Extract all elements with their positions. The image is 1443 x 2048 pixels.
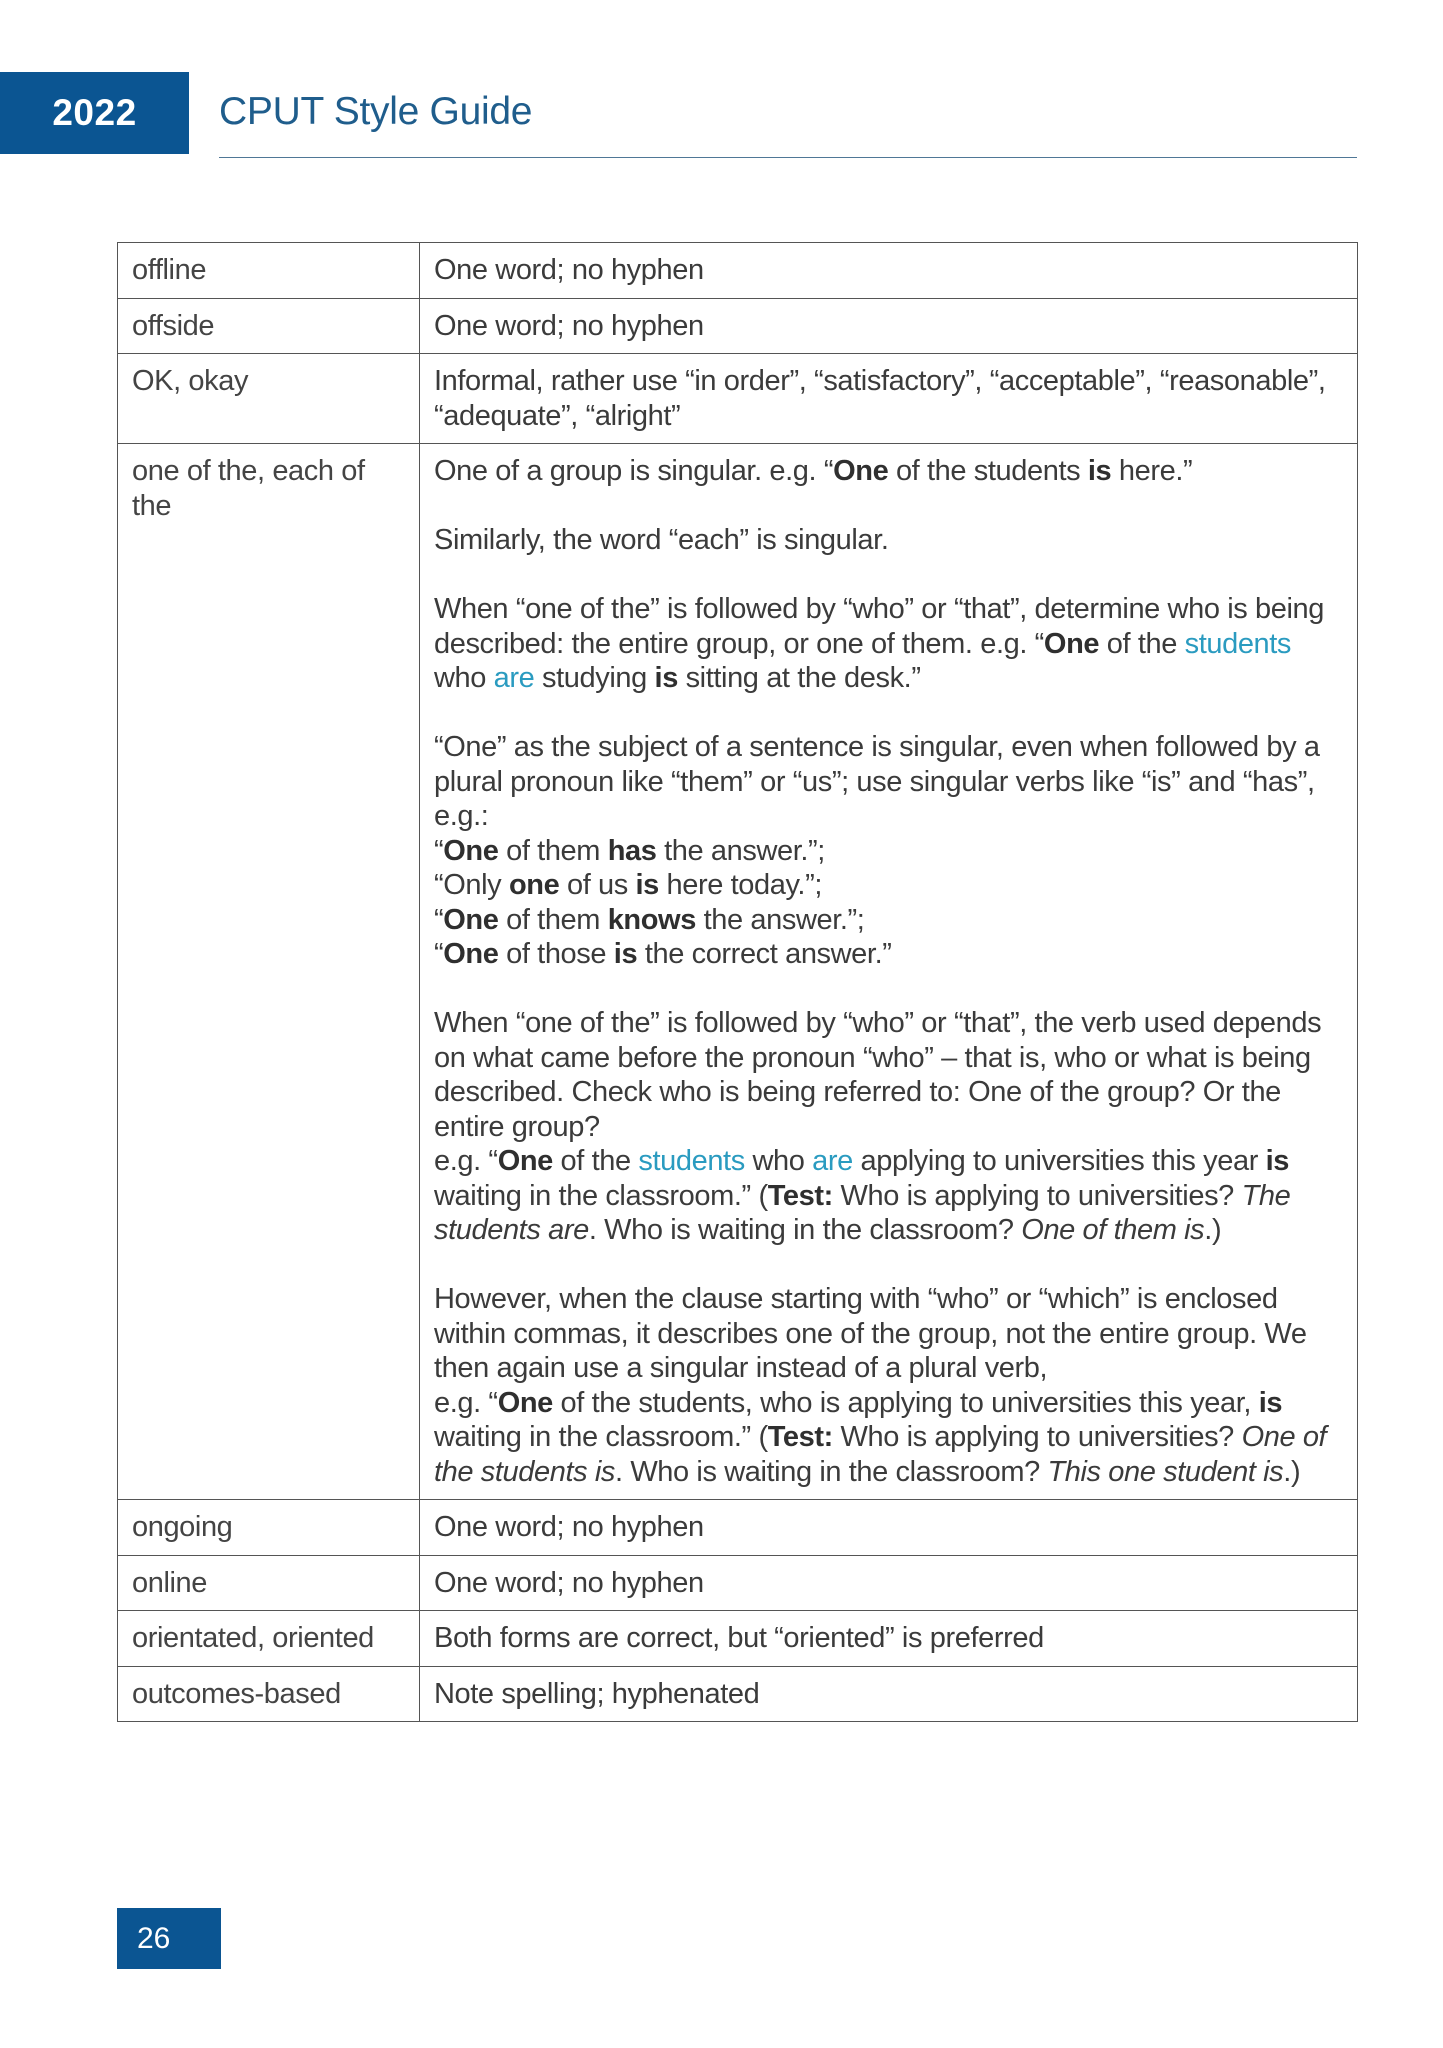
definition-paragraph: When “one of the” is followed by “who” or “that”, the verb used depends on what came before the pronoun “who” – that is, who or what is being described. Check who is being referred to: One of the group? Or the entire group? e.g. “One of the students who are applying to universities this year is waiting in the classroom.” (Test: Who is applying to universities? The students are. Who is waiting in the classroom? One of them is.)	[434, 1007, 1322, 1246]
term-cell: one of the, each of the	[118, 444, 420, 1500]
term-cell: outcomes-based	[118, 1666, 420, 1722]
page-number: 26	[137, 1922, 171, 1955]
table-row	[118, 1611, 1358, 1667]
definition-paragraph: However, when the clause starting with “who” or “which” is enclosed within commas, it describes one of the group, not the entire group. We then again use a singular instead of a plural verb, e.g. “One of the students, who is applying to universities this year, is waiting in the classroom.” (Test: Who is applying to universities? One of the students is. Who is waiting in the classroom? This one student is.)	[434, 1283, 1327, 1488]
table-row	[118, 354, 1358, 444]
definition-cell: One word; no hyphen	[420, 1500, 1358, 1556]
table-row	[118, 298, 1358, 354]
highlighted-word: students	[638, 1145, 745, 1177]
definition-cell: One word; no hyphen	[420, 298, 1358, 354]
table-row	[118, 444, 1358, 1500]
table-row	[118, 1555, 1358, 1611]
term-cell: ongoing	[118, 1500, 420, 1556]
definition-paragraph: Similarly, the word “each” is singular.	[434, 524, 889, 556]
highlighted-word: students	[1184, 627, 1292, 660]
year-badge	[0, 72, 189, 154]
header-divider	[219, 157, 1357, 158]
definition-cell	[420, 444, 1358, 1500]
definition-paragraph: “One” as the subject of a sentence is singular, even when followed by a plural pronoun like “them” or “us”; use singular verbs like “is” and “has”, e.g.: “One of them has the answer.”; “Only one of us is here today.”; “One of them knows the answer.”; “One of those is the correct answer.”	[434, 731, 1320, 970]
definition-cell: One word; no hyphen	[420, 243, 1358, 299]
table-row	[118, 1666, 1358, 1722]
term-cell: online	[118, 1555, 420, 1611]
page-number-badge	[117, 1908, 221, 1969]
definition-cell: One word; no hyphen	[420, 1555, 1358, 1611]
table-row	[118, 1500, 1358, 1556]
term-cell: offside	[118, 298, 420, 354]
term-cell: OK, okay	[118, 354, 420, 444]
definition-paragraph: One of a group is singular. e.g. “One of the students is here.”	[434, 455, 1193, 487]
definition-cell: Informal, rather use “in order”, “satisfactory”, “acceptable”, “reasonable”, “adequate”, “alright”	[420, 354, 1358, 444]
definition-cell: Both forms are correct, but “oriented” is preferred	[420, 1611, 1358, 1667]
document-title: CPUT Style Guide	[219, 90, 533, 133]
term-cell: orientated, oriented	[118, 1611, 420, 1667]
style-guide-table	[117, 242, 1358, 1722]
year-label: 2022	[52, 92, 137, 133]
highlighted-word: are	[812, 1145, 853, 1177]
definition-paragraph: When “one of the” is followed by “who” or “that”, determine who is being described: the entire group, or one of them. e.g. “One of the students who are studying is sitting at the desk.”	[434, 593, 1324, 694]
table-row	[118, 243, 1358, 299]
definition-cell: Note spelling; hyphenated	[420, 1666, 1358, 1722]
term-cell: offline	[118, 243, 420, 299]
highlighted-word: are	[493, 662, 535, 694]
